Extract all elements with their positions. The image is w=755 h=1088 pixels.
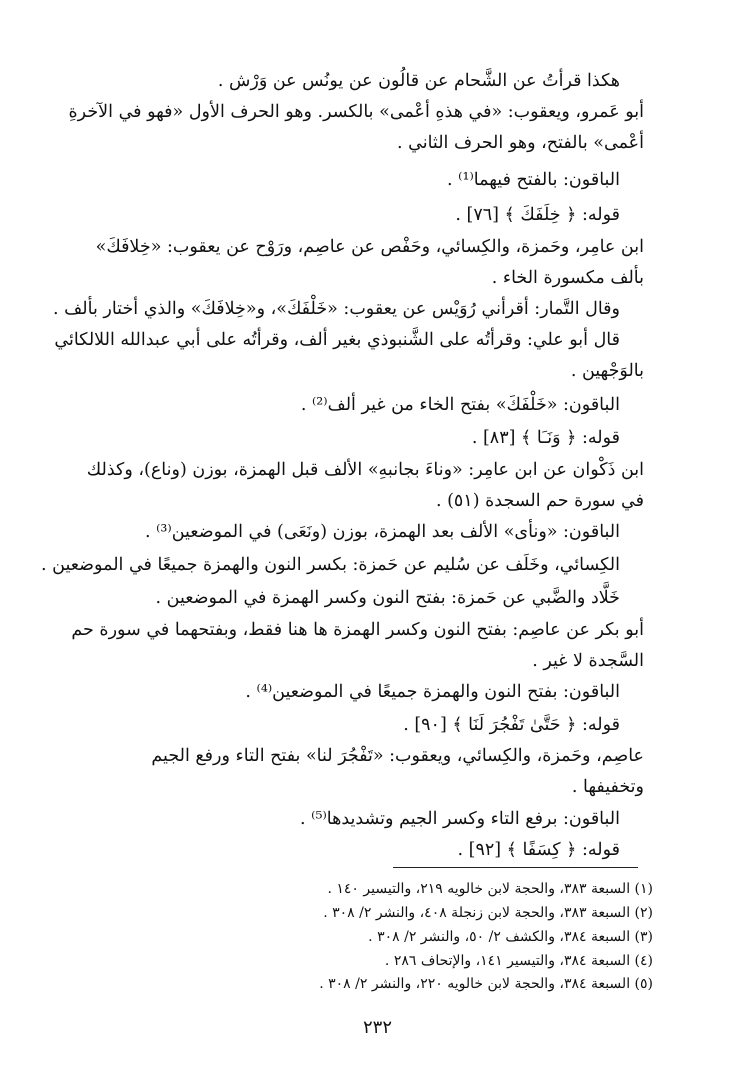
text-line: هكذا قرأتُ عن الشَّحام عن قالُون عن يونُس عن وَرْش . [217, 71, 620, 91]
text-line: الباقون: بفتح النون والهمزة جميعًا في الموضعين⁽⁴⁾ . [245, 682, 620, 702]
text-line: قال أبو علي: وقرأتُه على الشَّنبوذي بغير ألف، وقرأتُه على أبي عبدالله اللالكائي [54, 330, 620, 350]
footnote-divider [393, 867, 638, 868]
text-line: الباقون: برفع التاء وكسر الجيم وتشديدها⁽⁵⁾ . [300, 809, 620, 829]
text-line: الباقون: «ونأى» الألف بعد الهمزة، بوزن (ونَعَى) في الموضعين⁽³⁾ . [144, 522, 620, 542]
text-line: في سورة حم السجدة (٥١) . [435, 491, 644, 511]
text-line: ابن عامِر، وحَمزة، والكِسائي، وحَفْص عن عاصِم، ورَوْح عن يعقوب: «خِلافَكَ» [95, 237, 644, 257]
text-line: الباقون: «خَلْفَكَ» بفتح الخاء من غير ألف⁽²⁾ . [300, 395, 620, 415]
text-line: الكِسائي، وخَلَف عن سُليم عن حَمزة: بكسر النون والهمزة جميعًا في الموضعين . [41, 555, 620, 575]
text-line: بالوَجْهين . [570, 361, 644, 381]
text-line: ابن ذَكْوان عن ابن عامِر: «وناءَ بجانبهِ» الألف قبل الهمزة، بوزن (وناع)، وكذلك [86, 460, 644, 480]
footnote: (٥) السبعة ٣٨٤، والحجة لابن خالويه ٢٢٠، والنشر ٢/ ٣٠٨ . [319, 976, 653, 992]
text-line: قوله: ﴿ خِلَفَكَ ﴾ [٧٦] . [455, 205, 620, 225]
footnote: (٢) السبعة ٣٨٣، والحجة لابن زنجلة ٤٠٨، والنشر ٢/ ٣٠٨ . [323, 905, 653, 921]
text-line: الباقون: بالفتح فيهما⁽¹⁾ . [447, 170, 620, 190]
text-line: أعْمى» بالفتح، وهو الحرف الثاني . [397, 133, 644, 153]
text-line: السَّجدة لا غير . [532, 651, 644, 671]
text-line: أبو بكر عن عاصِم: بفتح النون وكسر الهمزة ها هنا فقط، وبفتحهما في سورة حم [71, 620, 644, 640]
text-line: قوله: ﴿ كِسَفًا ﴾ [٩٢] . [457, 840, 620, 860]
text-line: قوله: ﴿ وَنَـَا ﴾ [٨٣] . [471, 428, 620, 448]
text-line: قوله: ﴿ حَتَّىٰ تَفْجُرَ لَنَا ﴾ [٩٠] . [403, 715, 620, 735]
text-line: بألف مكسورة الخاء . [491, 268, 644, 288]
text-line: خَلَّاد والضَّبي عن حَمزة: بفتح النون وكسر الهمزة في الموضعين . [155, 588, 620, 608]
footnote: (١) السبعة ٣٨٣، والحجة لابن خالويه ٢١٩، والتيسير ١٤٠ . [327, 881, 653, 897]
footnote: (٣) السبعة ٣٨٤، والكشف ٢/ ٥٠، والنشر ٢/ ٣٠٨ . [368, 929, 653, 945]
text-line: وقال التَّمار: أقرأني رُوَيْس عن يعقوب: «خَلْفَكَ»، و«خِلافَكَ» والذي أختار بألف . [53, 299, 620, 319]
text-line: وتخفيفها . [571, 777, 644, 797]
text-line: أبو عَمرو، ويعقوب: «في هذهِ أعْمى» بالكسر. وهو الحرف الأول «فهو في الآخرةِ [68, 102, 644, 122]
footnote: (٤) السبعة ٣٨٤، والتيسير ١٤١، والإتحاف ٢٨٦ . [384, 953, 653, 969]
text-line: عاصِم، وحَمزة، والكِسائي، ويعقوب: «تَفْجُرَ لنا» بفتح التاء ورفع الجيم [151, 746, 644, 766]
page-number: ٢٣٢ [362, 1017, 392, 1038]
